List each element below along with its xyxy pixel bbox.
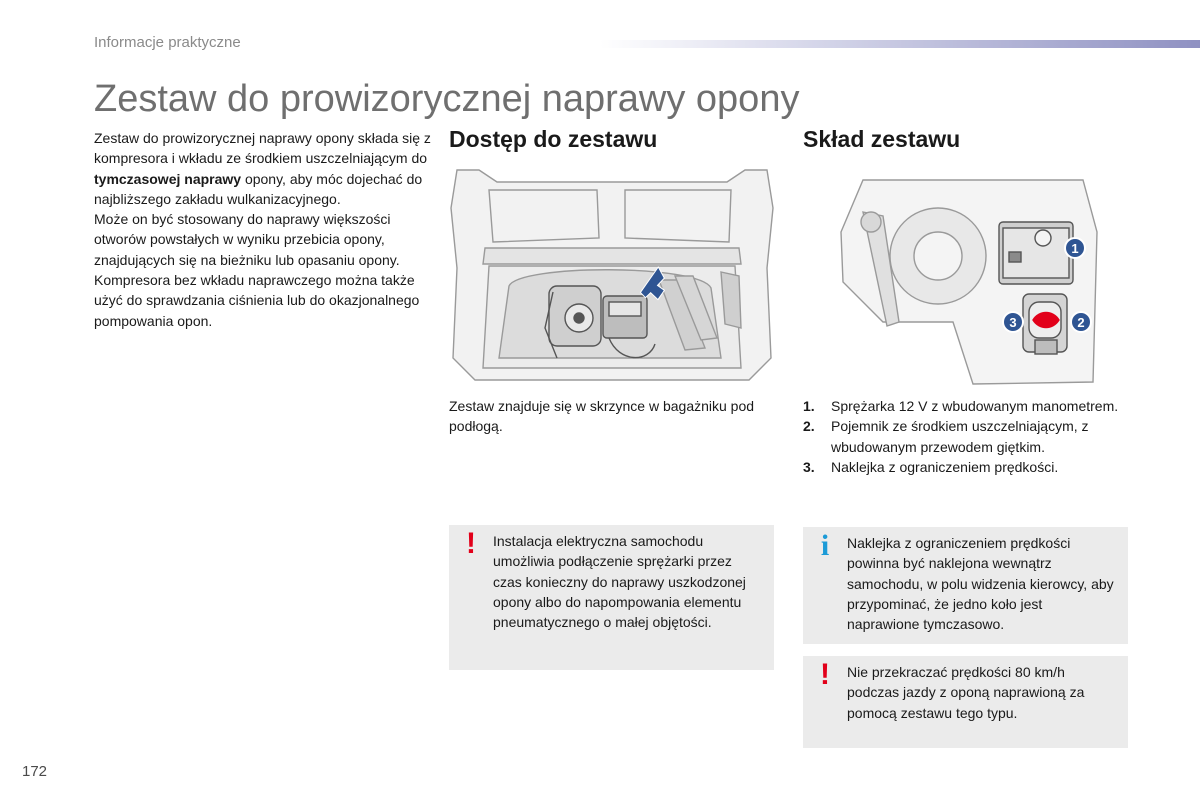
kit-components-svg [803,172,1129,388]
trunk-illustration [449,168,775,388]
legend-item: 1. Sprężarka 12 V z wbudowanym manometrem. [803,398,1119,414]
warning-exclamation-icon: ! [820,658,830,691]
contents-heading: Skład zestawu [803,126,961,152]
warning-note-text: Instalacja elektryczna samochodu umożliwia podłączenie sprężarki przez czas konieczny do naprawy uszkodzonej opony albo do napompowania elementu pneumatycznego o małej objętości. [493,533,746,631]
info-icon: i [820,529,830,562]
section-label: Informacje praktyczne [94,34,241,51]
intro-text [94,128,434,331]
kit-components-illustration [803,172,1129,392]
page-title: Zestaw do prowizorycznej naprawy opony [94,78,800,120]
electrical-warning-note [449,525,774,670]
intro-paragraph-3: Kompresora bez wkładu naprawczego można także użyć do sprawdzania ciśnienia lub do okazjonalnego pompowania opon. [94,272,420,329]
info-note-text: Naklejka z ograniczeniem prędkości powinna być naklejona wewnątrz samochodu, w polu widzenia kierowcy, aby przypominać, że jedno koło jest naprawione tymczasowo. [847,535,1114,633]
intro-paragraph-1: Zestaw do prowizorycznej naprawy opony składa się z kompresora i wkładu ze środkiem uszczelniającym do tymczasowej naprawy opony, aby móc dojechać do najbliższego zakładu wulkanizacyjnego. [94,130,431,207]
page-number: 172 [22,763,48,780]
components-legend [803,396,1133,477]
speed-warning-text: Nie przekraczać prędkości 80 km/h podczas jazdy z oponą naprawioną za pomocą zestawu tego typu. [847,664,1085,721]
speed-limit-warning-note [803,656,1128,748]
callout-2-label: 2 [1077,315,1085,330]
sticker-info-note [803,527,1128,644]
access-caption: Zestaw znajduje się w skrzynce w bagażniku pod podłogą. [449,398,755,435]
callout-3-label: 3 [1009,315,1017,330]
intro-bold-phrase: tymczasowej naprawy [94,170,242,187]
trunk-illustration-svg [449,168,775,388]
warning-exclamation-icon: ! [466,527,476,560]
legend-item: 2. Pojemnik ze środkiem uszczelniającym, z wbudowanym przewodem giętkim. [803,418,1089,455]
callout-1-label: 1 [1071,241,1079,256]
legend-item: 3. Naklejka z ograniczeniem prędkości. [803,458,1059,475]
intro-paragraph-2: Może on być stosowany do naprawy większości otworów powstałych w wyniku przebicia opony, znajdujących się na bieżniku lub opasaniu opony. [94,211,400,268]
header-gradient-bar [600,40,1200,48]
access-heading: Dostęp do zestawu [449,126,658,152]
